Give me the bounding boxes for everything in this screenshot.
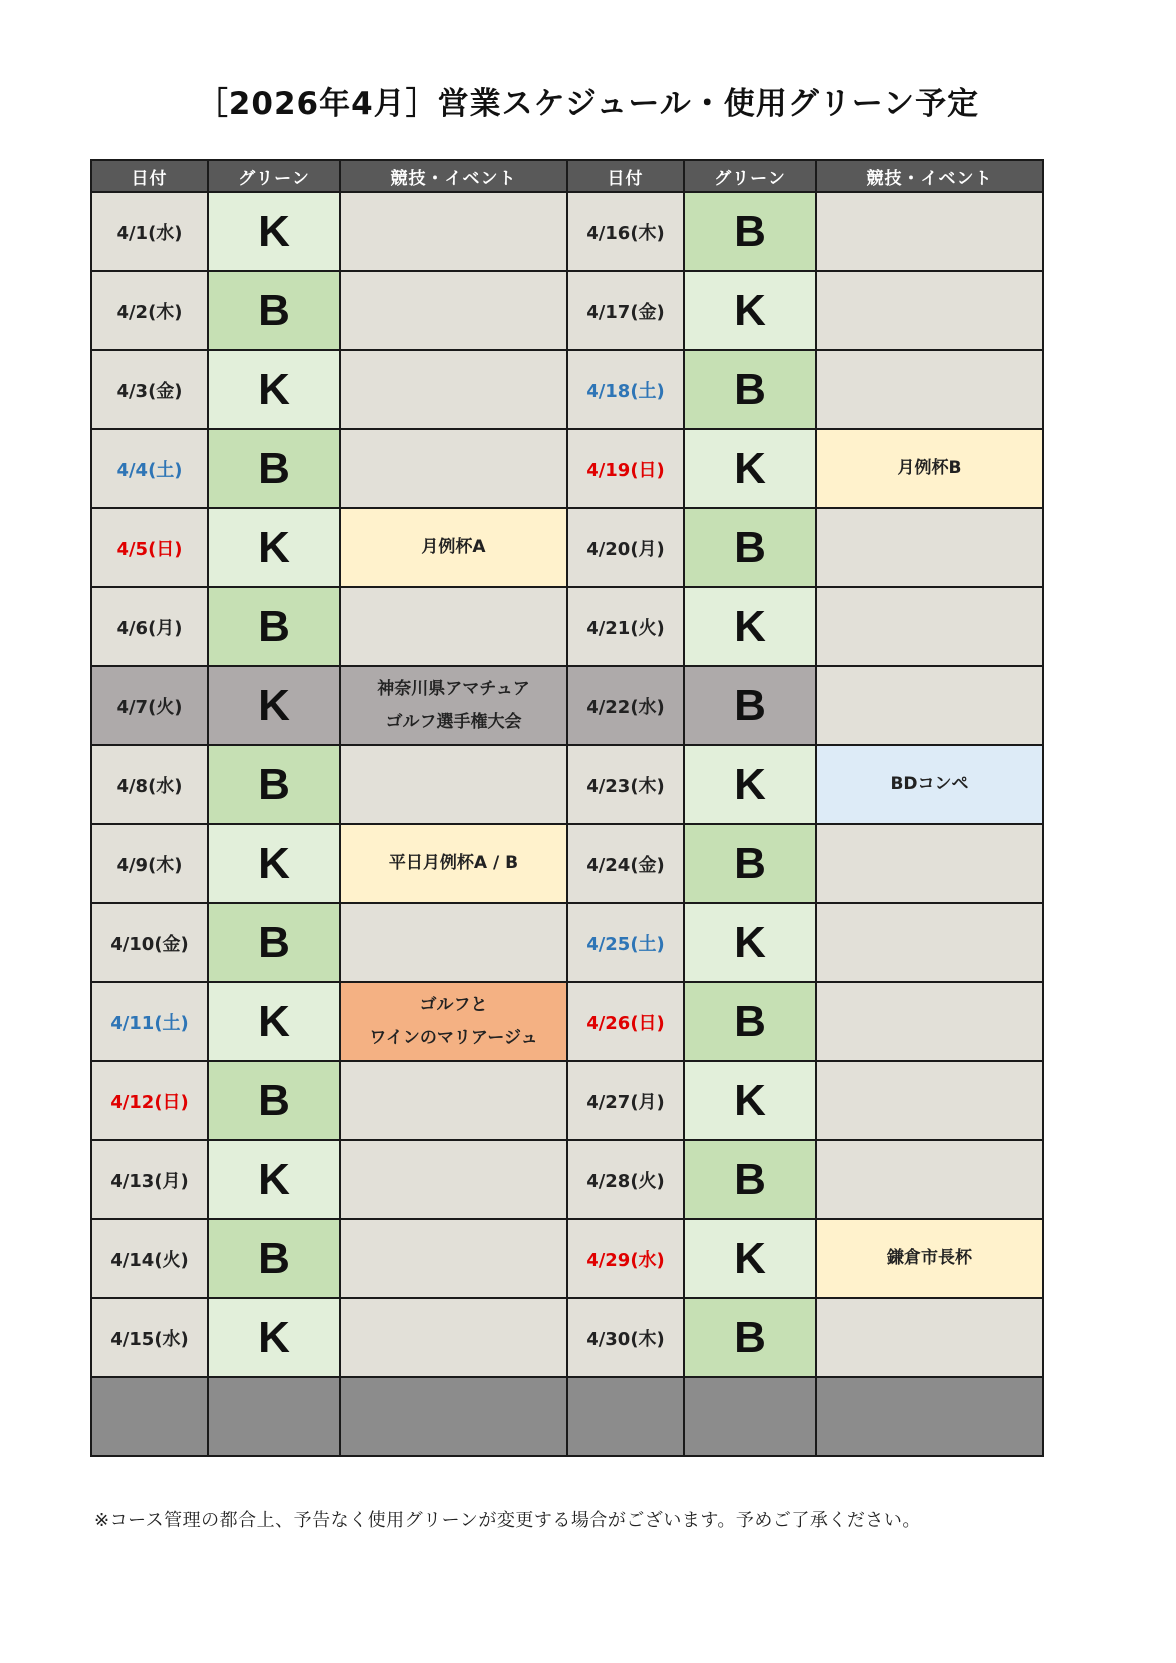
event-cell xyxy=(340,271,567,350)
date-cell: 4/17(金) xyxy=(567,271,684,350)
table-row xyxy=(91,666,1043,745)
event-cell xyxy=(340,903,567,982)
date-cell: 4/9(木) xyxy=(91,824,208,903)
green-cell: K xyxy=(684,1219,816,1298)
table-row xyxy=(91,508,1043,587)
green-cell: B xyxy=(208,903,340,982)
green-cell: B xyxy=(684,1298,816,1377)
table-row xyxy=(91,350,1043,429)
date-cell: 4/29(水) xyxy=(567,1219,684,1298)
date-cell: 4/1(水) xyxy=(91,192,208,271)
event-cell: 神奈川県アマチュア ゴルフ選手権大会 xyxy=(340,666,567,745)
event-cell xyxy=(816,1140,1043,1219)
table-row xyxy=(91,271,1043,350)
date-cell: 4/15(水) xyxy=(91,1298,208,1377)
header-date: 日付 xyxy=(567,160,684,192)
header-green: グリーン xyxy=(208,160,340,192)
date-cell: 4/11(土) xyxy=(91,982,208,1061)
date-cell: 4/12(日) xyxy=(91,1061,208,1140)
date-cell: 4/22(水) xyxy=(567,666,684,745)
event-cell xyxy=(816,666,1043,745)
footer-cell xyxy=(567,1377,684,1456)
event-cell xyxy=(816,903,1043,982)
date-cell: 4/16(木) xyxy=(567,192,684,271)
green-cell: K xyxy=(684,587,816,666)
green-cell: K xyxy=(208,982,340,1061)
header-date: 日付 xyxy=(91,160,208,192)
green-cell: B xyxy=(208,271,340,350)
date-cell: 4/30(木) xyxy=(567,1298,684,1377)
footer-cell xyxy=(91,1377,208,1456)
event-cell xyxy=(816,1298,1043,1377)
date-cell: 4/26(日) xyxy=(567,982,684,1061)
event-cell xyxy=(816,508,1043,587)
event-cell xyxy=(340,745,567,824)
table-row xyxy=(91,1140,1043,1219)
green-cell: B xyxy=(684,982,816,1061)
event-cell xyxy=(340,429,567,508)
green-cell: B xyxy=(684,1140,816,1219)
date-cell: 4/20(月) xyxy=(567,508,684,587)
event-cell xyxy=(816,982,1043,1061)
date-cell: 4/25(土) xyxy=(567,903,684,982)
date-cell: 4/8(水) xyxy=(91,745,208,824)
green-cell: B xyxy=(208,745,340,824)
green-cell: K xyxy=(684,1061,816,1140)
green-cell: K xyxy=(684,745,816,824)
table-row xyxy=(91,1219,1043,1298)
date-cell: 4/18(土) xyxy=(567,350,684,429)
footer-cell xyxy=(208,1377,340,1456)
event-cell xyxy=(340,587,567,666)
event-cell xyxy=(816,271,1043,350)
green-cell: B xyxy=(208,429,340,508)
event-cell: ゴルフと ワインのマリアージュ xyxy=(340,982,567,1061)
header-green: グリーン xyxy=(684,160,816,192)
table-footer-row xyxy=(91,1377,1043,1456)
date-cell: 4/4(土) xyxy=(91,429,208,508)
event-cell xyxy=(340,1061,567,1140)
green-cell: B xyxy=(684,192,816,271)
green-cell: B xyxy=(684,350,816,429)
event-cell xyxy=(340,1298,567,1377)
schedule-table xyxy=(90,159,1044,1457)
footer-cell xyxy=(340,1377,567,1456)
green-cell: K xyxy=(208,666,340,745)
date-cell: 4/21(火) xyxy=(567,587,684,666)
green-cell: K xyxy=(208,508,340,587)
table-row xyxy=(91,1061,1043,1140)
green-cell: K xyxy=(684,429,816,508)
footer-cell xyxy=(684,1377,816,1456)
event-cell: 月例杯B xyxy=(816,429,1043,508)
green-cell: B xyxy=(208,587,340,666)
green-cell: B xyxy=(684,824,816,903)
event-cell xyxy=(816,824,1043,903)
table-row xyxy=(91,745,1043,824)
date-cell: 4/19(日) xyxy=(567,429,684,508)
event-cell xyxy=(816,587,1043,666)
event-cell: BDコンペ xyxy=(816,745,1043,824)
date-cell: 4/2(木) xyxy=(91,271,208,350)
green-cell: K xyxy=(208,1298,340,1377)
green-cell: K xyxy=(208,824,340,903)
table-row xyxy=(91,1298,1043,1377)
green-cell: K xyxy=(684,903,816,982)
green-cell: K xyxy=(208,350,340,429)
date-cell: 4/10(金) xyxy=(91,903,208,982)
date-cell: 4/3(金) xyxy=(91,350,208,429)
green-cell: B xyxy=(208,1219,340,1298)
date-cell: 4/5(日) xyxy=(91,508,208,587)
table-row xyxy=(91,982,1043,1061)
table-header-row xyxy=(91,160,1043,192)
green-cell: K xyxy=(208,192,340,271)
event-cell: 鎌倉市長杯 xyxy=(816,1219,1043,1298)
date-cell: 4/27(月) xyxy=(567,1061,684,1140)
table-row xyxy=(91,429,1043,508)
event-cell xyxy=(340,1219,567,1298)
table-row xyxy=(91,903,1043,982)
event-cell: 月例杯A xyxy=(340,508,567,587)
event-cell: 平日月例杯A / B xyxy=(340,824,567,903)
date-cell: 4/7(火) xyxy=(91,666,208,745)
footer-cell xyxy=(816,1377,1043,1456)
table-row xyxy=(91,824,1043,903)
date-cell: 4/6(月) xyxy=(91,587,208,666)
schedule-body xyxy=(91,192,1043,1456)
event-cell xyxy=(816,1061,1043,1140)
header-event: 競技・イベント xyxy=(816,160,1043,192)
table-row xyxy=(91,587,1043,666)
date-cell: 4/14(火) xyxy=(91,1219,208,1298)
event-cell xyxy=(340,192,567,271)
page-title: ［2026年4月］営業スケジュール・使用グリーン予定 xyxy=(196,86,980,122)
green-cell: K xyxy=(684,271,816,350)
date-cell: 4/13(月) xyxy=(91,1140,208,1219)
footnote: ※コース管理の都合上、予告なく使用グリーンが変更する場合がございます。予めご了承ください。 xyxy=(94,1510,921,1531)
table-row xyxy=(91,192,1043,271)
event-cell xyxy=(816,192,1043,271)
event-cell xyxy=(816,350,1043,429)
green-cell: B xyxy=(684,666,816,745)
event-cell xyxy=(340,1140,567,1219)
green-cell: K xyxy=(208,1140,340,1219)
date-cell: 4/23(木) xyxy=(567,745,684,824)
header-event: 競技・イベント xyxy=(340,160,567,192)
event-cell xyxy=(340,350,567,429)
green-cell: B xyxy=(208,1061,340,1140)
date-cell: 4/28(火) xyxy=(567,1140,684,1219)
green-cell: B xyxy=(684,508,816,587)
date-cell: 4/24(金) xyxy=(567,824,684,903)
